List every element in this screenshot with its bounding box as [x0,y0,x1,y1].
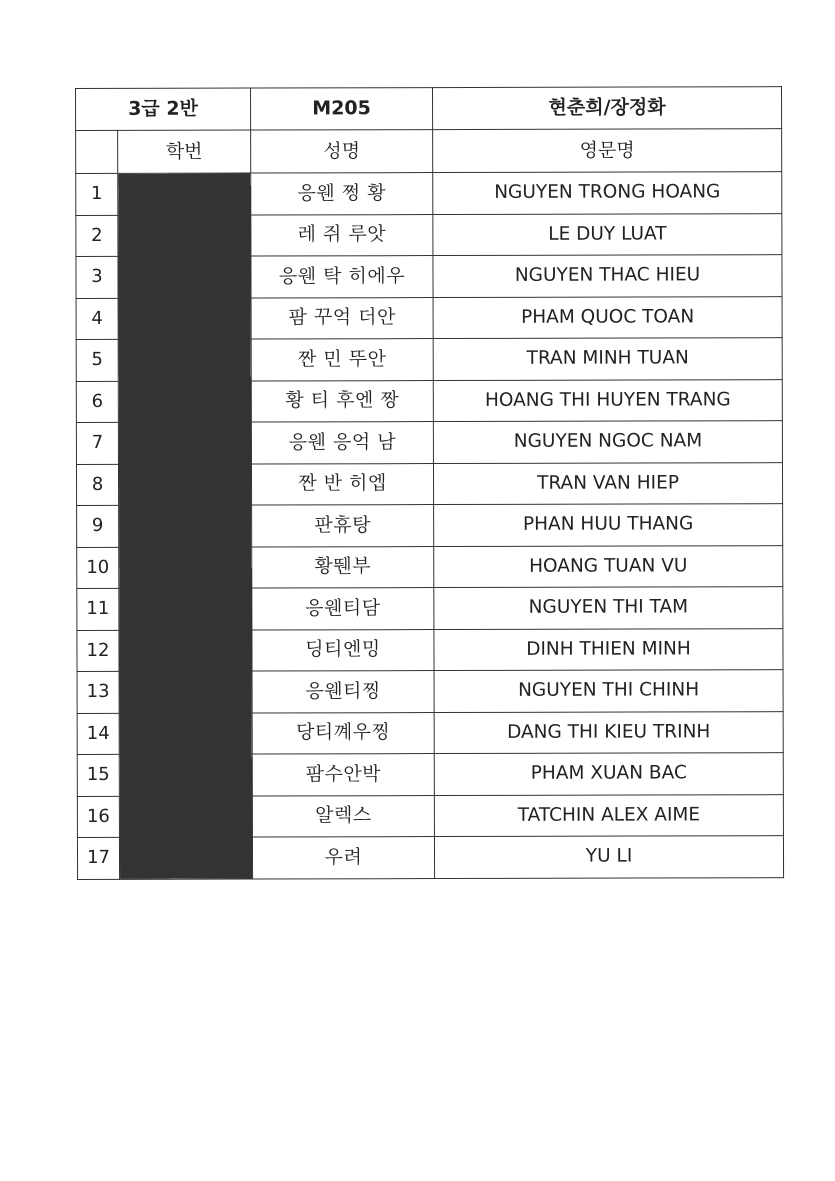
row-number: 8 [76,464,118,506]
korean-name-cell: 우려 [252,837,434,879]
korean-name-cell: 레 쥐 루앗 [251,214,433,256]
korean-name-cell: 황뛘부 [252,546,434,588]
english-name-cell: NGUYEN THI CHINH [434,670,783,712]
korean-name-cell: 짠 민 뚜안 [251,339,433,381]
korean-name-cell: 응웬 쩡 황 [251,173,433,215]
english-name-cell: NGUYEN THI TAM [434,587,783,629]
english-name-cell: PHAM XUAN BAC [434,753,783,795]
row-number: 9 [77,505,119,547]
row-number: 11 [77,588,119,630]
korean-name-cell: 응웬티찡 [252,671,434,713]
english-name-cell: LE DUY LUAT [433,213,782,255]
korean-name-cell: 황 티 후엔 짱 [251,380,433,422]
row-number: 13 [77,671,119,713]
korean-name-cell: 응웬 탁 히에우 [251,256,433,298]
row-number: 15 [77,754,119,796]
english-name-cell: DINH THIEN MINH [434,628,783,670]
english-name-cell: HOANG THI HUYEN TRANG [433,379,782,421]
english-name-cell: PHAN HUU THANG [434,504,783,546]
english-name-cell: NGUYEN TRONG HOANG [433,172,782,214]
english-name-cell: PHAM QUOC TOAN [433,296,782,338]
english-name-cell: TRAN VAN HIEP [433,462,782,504]
class-roster-table [75,86,784,879]
row-number: 14 [77,713,119,755]
english-name-cell: NGUYEN NGOC NAM [433,421,782,463]
korean-name-cell: 딩티엔밍 [252,629,434,671]
english-name-cell: DANG THI KIEU TRINH [434,711,783,753]
row-number: 2 [76,215,118,257]
row-number: 17 [77,837,119,879]
english-name-cell: HOANG TUAN VU [434,545,783,587]
room-label: M205 [251,88,433,130]
row-number: 6 [76,381,118,423]
korean-name-column-header: 성명 [251,130,433,173]
row-number: 10 [77,547,119,589]
korean-name-cell: 팜수안박 [252,754,434,796]
teachers-label: 현춘희/장정화 [433,87,782,130]
english-name-cell: TATCHIN ALEX AIME [434,794,783,836]
english-name-cell: YU LI [434,836,783,878]
korean-name-cell: 짠 반 히엡 [251,463,433,505]
english-name-cell: TRAN MINH TUAN [433,338,782,380]
row-number: 4 [76,298,118,340]
title-row [76,87,782,131]
korean-name-cell: 응웬 응억 남 [251,422,433,464]
class-label: 3급 2반 [76,88,251,130]
roster-body [76,87,784,879]
korean-name-cell: 판휴탕 [252,505,434,547]
korean-name-cell: 당티꼐우찡 [252,712,434,754]
column-header-row [76,129,782,174]
table-row [76,172,782,215]
row-number: 1 [76,173,118,215]
row-number: 7 [76,422,118,464]
english-name-cell: NGUYEN THAC HIEU [433,255,782,297]
student-id-column-header: 학번 [118,130,251,173]
row-number: 16 [77,796,119,838]
english-name-column-header: 영문명 [433,129,782,173]
korean-name-cell: 응웬티담 [252,588,434,630]
number-column-header [76,130,118,173]
row-number: 5 [76,339,118,381]
row-number: 3 [76,256,118,298]
korean-name-cell: 알렉스 [252,795,434,837]
row-number: 12 [77,630,119,672]
korean-name-cell: 팜 꾸억 더안 [251,297,433,339]
redacted-student-ids [118,173,253,879]
